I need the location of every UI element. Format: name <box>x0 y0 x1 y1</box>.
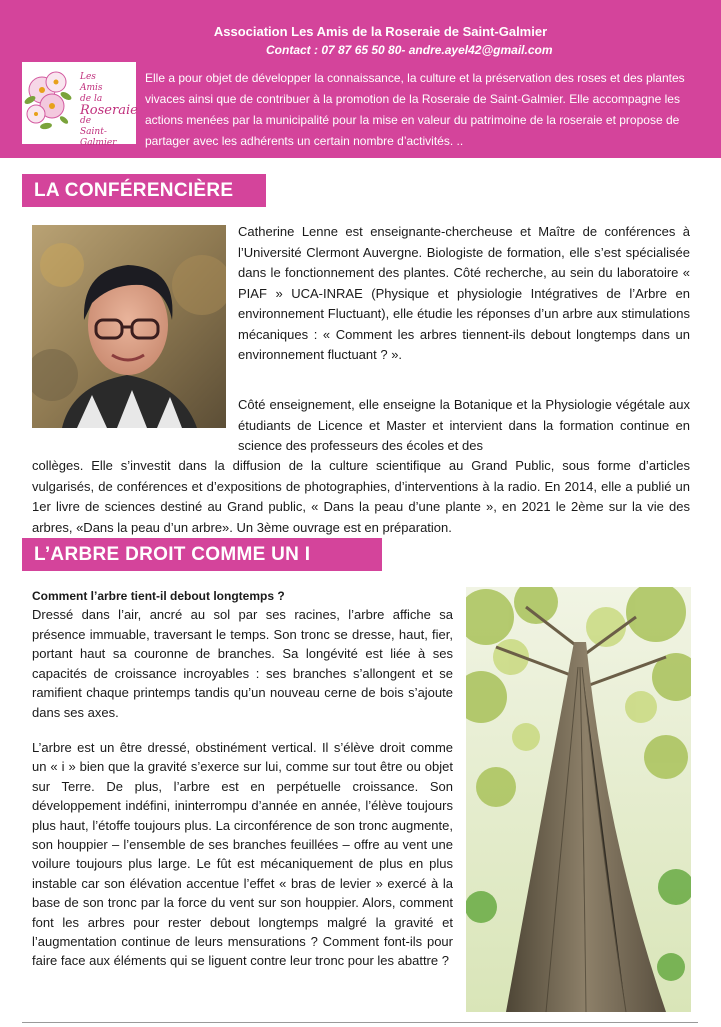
logo-lettering: Les Amis de la Roseraie de Saint-Galmier <box>80 72 138 148</box>
association-title: Association Les Amis de la Roseraie de Saint-Galmier <box>213 24 548 39</box>
tree-photo <box>466 587 691 1012</box>
tree-question-heading: Comment l’arbre tient-il debout longtemps ? <box>32 589 285 603</box>
section-title-tree: L’ARBRE DROIT COMME UN I <box>22 538 382 571</box>
tree-paragraph-2: L’arbre est un être dressé, obstinément vertical. Il s’élève droit comme un « i » bien que la gravité s’exerce sur lui, comme sur tout être ou objet sur Terre. De plus, l’arbre est en perpétuelle croissance. Son développement indéfini, ininterrompu d’année en année, l’élève toujours plus haut, l’étoffe toujours plus. La circonférence de son tronc augmente, son houppier – l’ensemble de ses branches feuillées – offre au vent une voilure toujours plus large. Le fût est mécaniquement de plus en plus instable car son élévation accentue l’effet « bras de levier » exercé à la base de son tronc par la force du vent sur son houppier. Alors, comment font les arbres pour rester debout longtemps malgré la gravité et l’augmentation continue de leurs mensurations ? Comment font-ils pour faire face aux éléments qui se liguent contre leur tronc pour les abattre ? <box>32 740 453 969</box>
bottom-divider <box>22 1022 698 1023</box>
speaker-bio-paragraph: Catherine Lenne est enseignante-chercheuse et Maître de conférences à l’Université Clermont Auvergne. Biologiste de formation, elle s’est spécialisée dans le fonctionnement des plantes. Côté recherche, au sein du laboratoire « PIAF » UCA-INRAE (Physique et physiologie Intégratives de l’Arbre en environnement Fluctuant), elle étudie les réponses d’un arbre aux stimulations mécaniques : « Comment les arbres tiennent-ils debout longtemps dans un environnement fluctuant ? ». <box>238 224 690 362</box>
speaker-outreach-paragraph: collèges. Elle s’investit dans la diffusion de la culture scientifique au Grand Public, sous forme d’articles vulgarisés, de conférences et d’expositions de photographies, d’interventions à la radio. En 2014, elle a publié un 1er livre de sciences destiné au Grand public, « Dans la peau d’une plante », en 2021 le 2ème sur la vie des arbres, «Dans la peau d’un arbre». Un 3ème ouvrage est en préparation. <box>32 458 690 535</box>
speaker-teaching-paragraph: Côté enseignement, elle enseigne la Botanique et la Physiologie végétale aux étudiants de Licence et Master et intervient dans la formation continue en science des professeurs des écoles et des <box>238 397 690 453</box>
portrait-photo-icon <box>32 225 226 428</box>
contact-line: Contact : 07 87 65 50 80- andre.ayel42@gmail.com <box>266 43 553 57</box>
association-description: Elle a pour objet de développer la connaissance, la culture et la préservation des roses et des plantes vivaces ainsi que de contribuer à la promotion de la Roseraie de Saint-Galmier. Elle accompagne les actions menées par la municipalité pour la mise en valeur du patrimoine de la roseraie et propose de partager avec les adhérents un certain nombre d’activités. .. <box>145 71 685 148</box>
association-logo <box>22 62 138 148</box>
header-banner <box>0 0 721 158</box>
speaker-photo <box>32 225 226 428</box>
tree-trunk-photo-icon <box>466 587 691 1012</box>
section-title-speaker: LA CONFÉRENCIÈRE <box>22 174 266 207</box>
tree-paragraph-1: Dressé dans l’air, ancré au sol par ses racines, l’arbre affiche sa présence immuable, traversant le temps. Son tronc se dresse, haut, fier, portant haut sa couronne de branches. Sa longévité est liée à ses capacités de croissance incroyables : ses branches s’allongent et se ramifient chaque printemps tandis qu’un nouveau cerne de bois s’ajoute dans ses axes. <box>32 607 453 720</box>
